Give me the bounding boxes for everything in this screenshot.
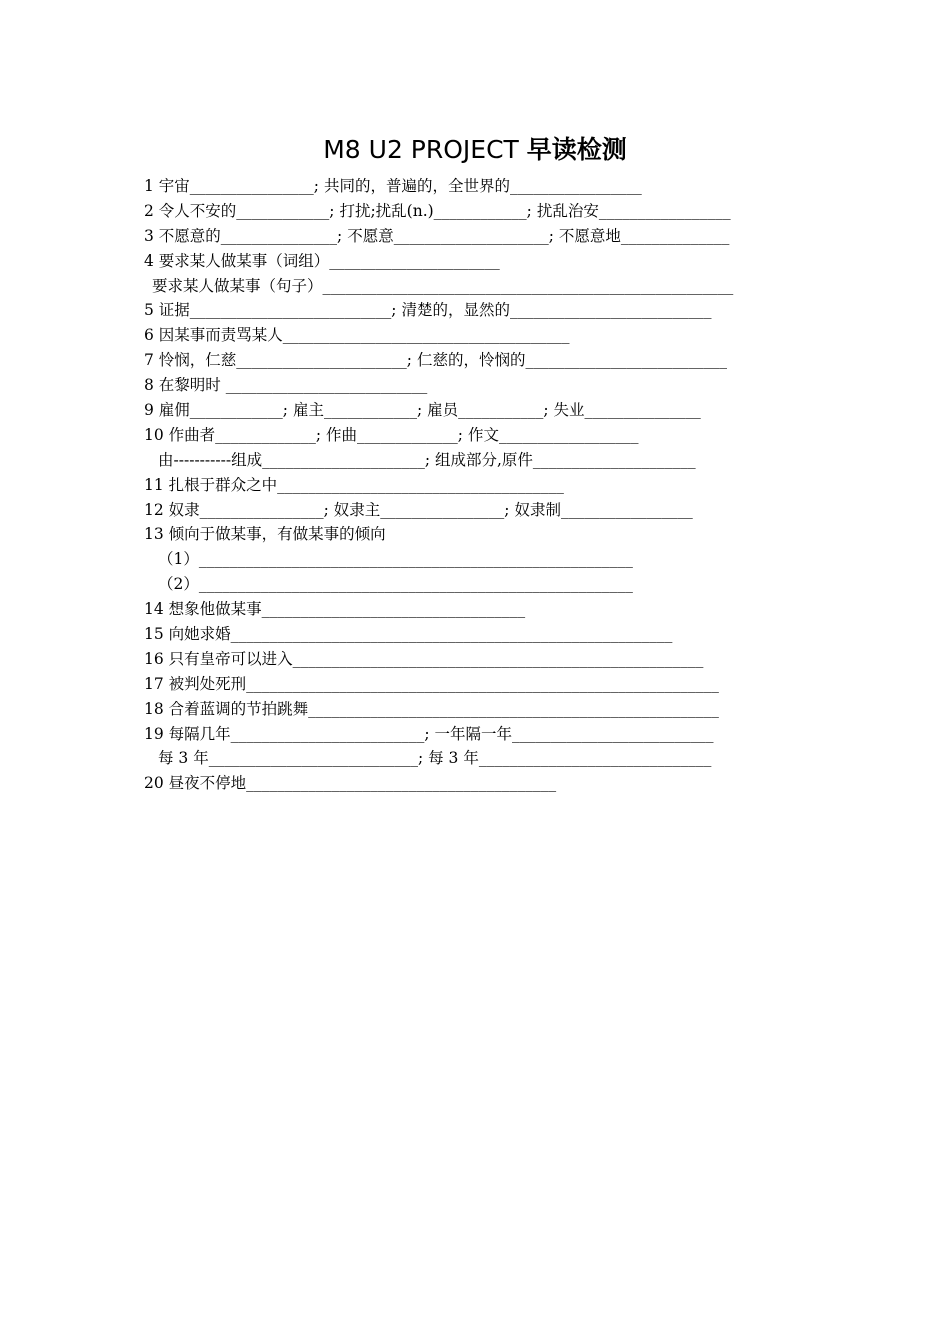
question-line-15: 15 向她求婚_________________________________________________________: [144, 625, 673, 644]
question-line-14: 14 想象他做某事__________________________________: [144, 600, 526, 619]
question-line-10-sub: 由-----------组成_____________________; 组成部分,原件_____________________: [158, 450, 696, 469]
question-line-13-sub-2: （2）________________________________________________________: [158, 575, 633, 594]
question-line-19: 19 每隔几年_________________________; 一年隔一年__________________________: [144, 724, 714, 743]
question-line-7: 7 怜悯，仁慈______________________; 仁慈的，怜悯的__________________________: [144, 351, 727, 370]
question-line-9: 9 雇佣____________; 雇主____________; 雇员___________; 失业_______________: [144, 401, 701, 420]
question-line-3: 3 不愿意的_______________; 不愿意____________________; 不愿意地______________: [144, 226, 730, 245]
question-line-12: 12 奴隶________________; 奴隶主________________; 奴隶制_________________: [144, 500, 693, 519]
question-line-13-sub-1: （1）________________________________________________________: [158, 550, 633, 569]
question-line-4-sub: 要求某人做某事（句子）_____________________________________________________: [152, 276, 734, 295]
question-line-4: 4 要求某人做某事（词组）______________________: [144, 251, 500, 270]
page-title: [0, 133, 950, 167]
question-line-5: 5 证据__________________________; 清楚的，显然的__________________________: [144, 301, 712, 320]
question-line-16: 16 只有皇帝可以进入_____________________________________________________: [144, 649, 704, 668]
question-line-19-sub: 每 3 年___________________________; 每 3 年______________________________: [158, 749, 712, 768]
question-line-17: 17 被判处死刑_____________________________________________________________: [144, 674, 719, 693]
question-list: [144, 174, 824, 796]
question-line-8: 8 在黎明时 __________________________: [144, 376, 428, 395]
question-line-6: 6 因某事而责骂某人_____________________________________: [144, 326, 570, 345]
question-line-13: 13 倾向于做某事，有做某事的倾向: [144, 525, 386, 544]
question-line-20: 20 昼夜不停地________________________________________: [144, 774, 557, 793]
title-prefix: M8 U2 PROJECT: [323, 135, 527, 164]
title-bold: 早读检测: [526, 135, 627, 164]
question-line-18: 18 合着蓝调的节拍跳舞_____________________________________________________: [144, 699, 719, 718]
question-line-11: 11 扎根于群众之中_____________________________________: [144, 475, 564, 494]
question-line-1: 1 宇宙________________; 共同的，普遍的，全世界的_________________: [144, 177, 642, 195]
question-line-10: 10 作曲者_____________; 作曲_____________; 作文__________________: [144, 425, 639, 444]
question-line-2: 2 令人不安的____________; 打扰;扰乱(n.)____________; 扰乱治安_________________: [144, 201, 731, 220]
